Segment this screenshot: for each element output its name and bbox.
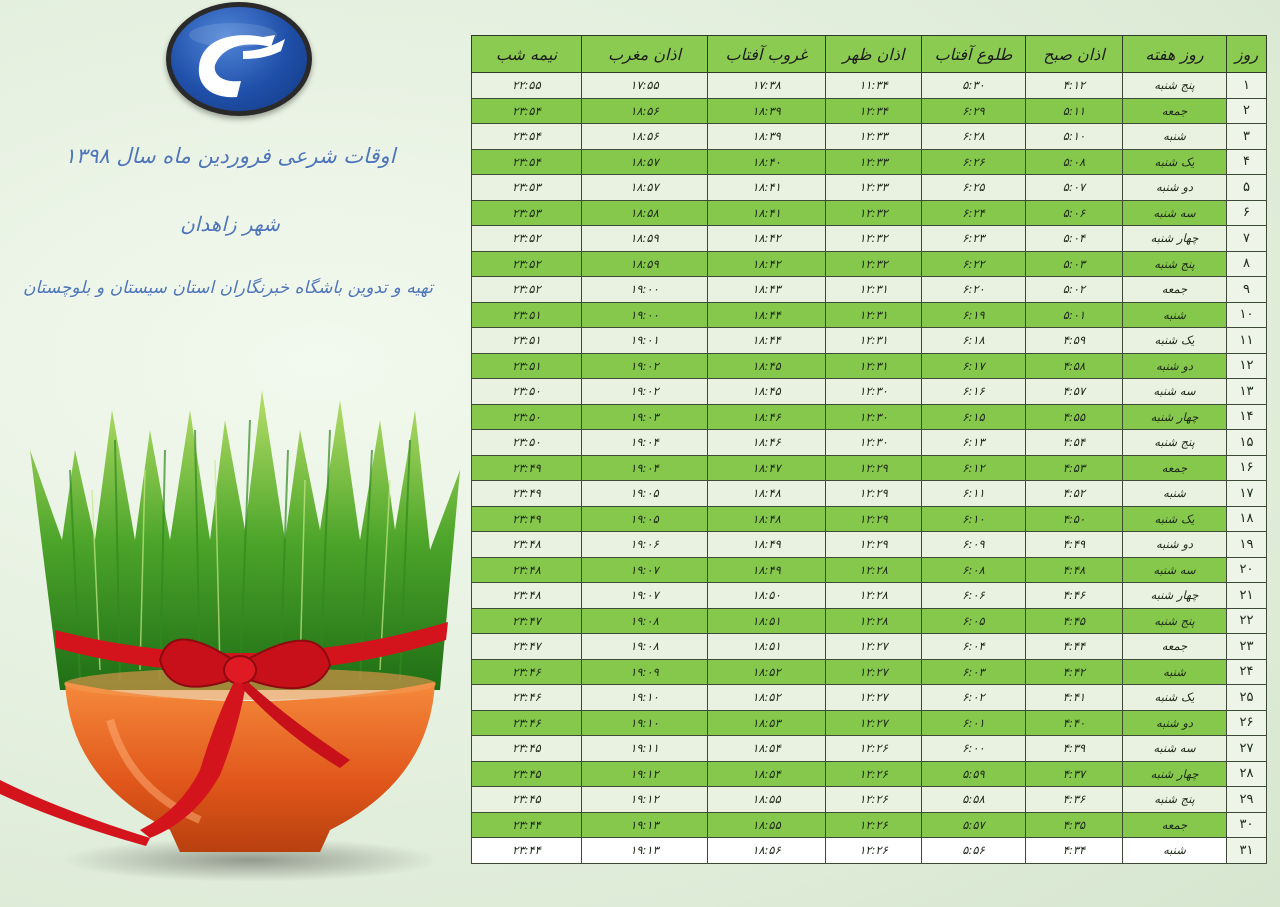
table-row: [472, 73, 1267, 99]
dhuhr-cell: ۱۲:۲۷: [826, 685, 922, 711]
day-number-cell: ۲۳: [1227, 634, 1267, 660]
credit-line: تهیه و تدوین باشگاه خبرنگاران استان سیستان و بلوچستان: [22, 278, 434, 298]
day-number-cell: ۳۰: [1227, 812, 1267, 838]
table-row: [472, 812, 1267, 838]
header-fajr: اذان صبح: [1026, 36, 1123, 73]
sunrise-cell: ۵:۵۸: [922, 787, 1026, 813]
weekday-cell: شنبه: [1123, 302, 1227, 328]
sunset-cell: ۱۸:۵۲: [708, 659, 826, 685]
table-row: [472, 379, 1267, 405]
dhuhr-cell: ۱۲:۳۰: [826, 379, 922, 405]
sunrise-cell: ۶:۰۳: [922, 659, 1026, 685]
midnight-cell: ۲۳:۵۱: [472, 353, 582, 379]
sunset-cell: ۱۸:۵۶: [708, 838, 826, 864]
table-row: [472, 149, 1267, 175]
table-row: [472, 710, 1267, 736]
dhuhr-cell: ۱۲:۳۱: [826, 353, 922, 379]
header-sunset: غروب آفتاب: [708, 36, 826, 73]
weekday-cell: چهار شنبه: [1123, 404, 1227, 430]
sunset-cell: ۱۸:۵۵: [708, 812, 826, 838]
sunset-cell: ۱۸:۴۳: [708, 277, 826, 303]
midnight-cell: ۲۳:۴۴: [472, 812, 582, 838]
midnight-cell: ۲۳:۵۲: [472, 226, 582, 252]
maghrib-cell: ۱۹:۰۱: [582, 328, 708, 354]
day-number-cell: ۳۱: [1227, 838, 1267, 864]
fajr-cell: ۵:۰۸: [1026, 149, 1123, 175]
fajr-cell: ۴:۵۸: [1026, 353, 1123, 379]
fajr-cell: ۴:۴۰: [1026, 710, 1123, 736]
weekday-cell: جمعه: [1123, 455, 1227, 481]
page-title: اوقات شرعی فروردین ماه سال ۱۳۹۸: [64, 144, 396, 168]
table-row: [472, 404, 1267, 430]
midnight-cell: ۲۳:۴۹: [472, 455, 582, 481]
midnight-cell: ۲۳:۴۸: [472, 583, 582, 609]
dhuhr-cell: ۱۲:۳۲: [826, 200, 922, 226]
maghrib-cell: ۱۷:۵۵: [582, 73, 708, 99]
midnight-cell: ۲۳:۵۴: [472, 98, 582, 124]
fajr-cell: ۴:۵۰: [1026, 506, 1123, 532]
fajr-cell: ۵:۰۷: [1026, 175, 1123, 201]
sunrise-cell: ۶:۲۸: [922, 124, 1026, 150]
midnight-cell: ۲۲:۵۵: [472, 73, 582, 99]
dhuhr-cell: ۱۱:۳۴: [826, 73, 922, 99]
sunset-cell: ۱۸:۴۲: [708, 251, 826, 277]
day-number-cell: ۱۰: [1227, 302, 1267, 328]
fajr-cell: ۴:۳۵: [1026, 812, 1123, 838]
prayer-times-table-container: [471, 35, 1267, 864]
sunset-cell: ۱۸:۴۴: [708, 302, 826, 328]
sunrise-cell: ۶:۰۱: [922, 710, 1026, 736]
maghrib-cell: ۱۹:۰۰: [582, 302, 708, 328]
weekday-cell: جمعه: [1123, 277, 1227, 303]
fajr-cell: ۴:۱۲: [1026, 73, 1123, 99]
day-number-cell: ۱: [1227, 73, 1267, 99]
fajr-cell: ۴:۵۵: [1026, 404, 1123, 430]
news-agency-logo-icon: [166, 2, 312, 116]
table-row: [472, 328, 1267, 354]
dhuhr-cell: ۱۲:۲۸: [826, 583, 922, 609]
maghrib-cell: ۱۹:۰۸: [582, 634, 708, 660]
sunrise-cell: ۶:۰۰: [922, 736, 1026, 762]
sunset-cell: ۱۸:۴۵: [708, 353, 826, 379]
day-number-cell: ۲۹: [1227, 787, 1267, 813]
table-row: [472, 251, 1267, 277]
fajr-cell: ۵:۱۰: [1026, 124, 1123, 150]
table-row: [472, 277, 1267, 303]
dhuhr-cell: ۱۲:۲۶: [826, 736, 922, 762]
maghrib-cell: ۱۹:۰۸: [582, 608, 708, 634]
fajr-cell: ۴:۳۶: [1026, 787, 1123, 813]
dhuhr-cell: ۱۲:۳۱: [826, 302, 922, 328]
weekday-cell: دو شنبه: [1123, 175, 1227, 201]
sunset-cell: ۱۸:۴۲: [708, 226, 826, 252]
fajr-cell: ۴:۵۳: [1026, 455, 1123, 481]
dhuhr-cell: ۱۲:۲۶: [826, 761, 922, 787]
table-row: [472, 787, 1267, 813]
sunrise-cell: ۶:۱۰: [922, 506, 1026, 532]
midnight-cell: ۲۳:۵۰: [472, 379, 582, 405]
weekday-cell: دو شنبه: [1123, 353, 1227, 379]
table-row: [472, 124, 1267, 150]
maghrib-cell: ۱۹:۱۳: [582, 812, 708, 838]
table-row: [472, 200, 1267, 226]
maghrib-cell: ۱۹:۰۲: [582, 353, 708, 379]
dhuhr-cell: ۱۲:۲۹: [826, 532, 922, 558]
midnight-cell: ۲۳:۴۹: [472, 481, 582, 507]
fajr-cell: ۴:۴۵: [1026, 608, 1123, 634]
day-number-cell: ۳: [1227, 124, 1267, 150]
dhuhr-cell: ۱۲:۲۶: [826, 838, 922, 864]
maghrib-cell: ۱۸:۵۶: [582, 124, 708, 150]
table-row: [472, 608, 1267, 634]
day-number-cell: ۲۱: [1227, 583, 1267, 609]
table-header-row: [472, 36, 1267, 73]
day-number-cell: ۶: [1227, 200, 1267, 226]
weekday-cell: شنبه: [1123, 124, 1227, 150]
dhuhr-cell: ۱۲:۳۱: [826, 277, 922, 303]
maghrib-cell: ۱۹:۱۱: [582, 736, 708, 762]
maghrib-cell: ۱۹:۰۲: [582, 379, 708, 405]
table-row: [472, 685, 1267, 711]
sunrise-cell: ۶:۰۸: [922, 557, 1026, 583]
weekday-cell: پنج شنبه: [1123, 608, 1227, 634]
midnight-cell: ۲۳:۴۹: [472, 506, 582, 532]
sunrise-cell: ۶:۱۸: [922, 328, 1026, 354]
midnight-cell: ۲۳:۵۳: [472, 200, 582, 226]
weekday-cell: شنبه: [1123, 481, 1227, 507]
weekday-cell: شنبه: [1123, 838, 1227, 864]
maghrib-cell: ۱۹:۱۳: [582, 838, 708, 864]
sunset-cell: ۱۸:۵۲: [708, 685, 826, 711]
midnight-cell: ۲۳:۵۳: [472, 175, 582, 201]
day-number-cell: ۱۶: [1227, 455, 1267, 481]
day-number-cell: ۲۴: [1227, 659, 1267, 685]
sunrise-cell: ۶:۱۱: [922, 481, 1026, 507]
sunset-cell: ۱۸:۵۰: [708, 583, 826, 609]
midnight-cell: ۲۳:۴۸: [472, 557, 582, 583]
table-row: [472, 481, 1267, 507]
table-row: [472, 557, 1267, 583]
fajr-cell: ۴:۳۹: [1026, 736, 1123, 762]
midnight-cell: ۲۳:۵۲: [472, 251, 582, 277]
fajr-cell: ۵:۱۱: [1026, 98, 1123, 124]
midnight-cell: ۲۳:۵۴: [472, 149, 582, 175]
sunset-cell: ۱۸:۴۸: [708, 481, 826, 507]
fajr-cell: ۴:۳۴: [1026, 838, 1123, 864]
sunset-cell: ۱۸:۴۱: [708, 175, 826, 201]
table-row: [472, 736, 1267, 762]
dhuhr-cell: ۱۲:۲۹: [826, 506, 922, 532]
sunrise-cell: ۶:۱۳: [922, 430, 1026, 456]
weekday-cell: جمعه: [1123, 812, 1227, 838]
table-row: [472, 761, 1267, 787]
day-number-cell: ۱۱: [1227, 328, 1267, 354]
sunset-cell: ۱۸:۵۵: [708, 787, 826, 813]
dhuhr-cell: ۱۲:۲۹: [826, 481, 922, 507]
fajr-cell: ۴:۴۸: [1026, 557, 1123, 583]
sunrise-cell: ۶:۱۹: [922, 302, 1026, 328]
sunrise-cell: ۵:۵۷: [922, 812, 1026, 838]
sunrise-cell: ۶:۱۵: [922, 404, 1026, 430]
weekday-cell: پنج شنبه: [1123, 251, 1227, 277]
maghrib-cell: ۱۹:۰۳: [582, 404, 708, 430]
dhuhr-cell: ۱۲:۲۷: [826, 659, 922, 685]
dhuhr-cell: ۱۲:۲۸: [826, 608, 922, 634]
header-sunrise: طلوع آفتاب: [922, 36, 1026, 73]
dhuhr-cell: ۱۲:۲۷: [826, 710, 922, 736]
sunrise-cell: ۶:۲۶: [922, 149, 1026, 175]
weekday-cell: جمعه: [1123, 98, 1227, 124]
header-day-number: روز: [1227, 36, 1267, 73]
sunset-cell: ۱۸:۴۷: [708, 455, 826, 481]
sunrise-cell: ۶:۲۹: [922, 98, 1026, 124]
table-row: [472, 455, 1267, 481]
dhuhr-cell: ۱۲:۳۲: [826, 251, 922, 277]
sunset-cell: ۱۸:۵۱: [708, 608, 826, 634]
city-title: شهر زاهدان: [180, 212, 280, 236]
day-number-cell: ۲۸: [1227, 761, 1267, 787]
sunrise-cell: ۵:۵۶: [922, 838, 1026, 864]
maghrib-cell: ۱۹:۱۰: [582, 685, 708, 711]
maghrib-cell: ۱۹:۱۲: [582, 787, 708, 813]
weekday-cell: پنج شنبه: [1123, 787, 1227, 813]
midnight-cell: ۲۳:۴۴: [472, 838, 582, 864]
table-row: [472, 506, 1267, 532]
dhuhr-cell: ۱۲:۲۷: [826, 634, 922, 660]
fajr-cell: ۴:۴۶: [1026, 583, 1123, 609]
dhuhr-cell: ۱۲:۲۶: [826, 787, 922, 813]
dhuhr-cell: ۱۲:۳۴: [826, 98, 922, 124]
maghrib-cell: ۱۸:۵۶: [582, 98, 708, 124]
sunset-cell: ۱۸:۳۹: [708, 124, 826, 150]
sunrise-cell: ۶:۰۶: [922, 583, 1026, 609]
weekday-cell: دو شنبه: [1123, 710, 1227, 736]
day-number-cell: ۲۰: [1227, 557, 1267, 583]
sunset-cell: ۱۸:۴۶: [708, 404, 826, 430]
day-number-cell: ۵: [1227, 175, 1267, 201]
maghrib-cell: ۱۸:۵۹: [582, 226, 708, 252]
table-row: [472, 532, 1267, 558]
day-number-cell: ۲۵: [1227, 685, 1267, 711]
sunset-cell: ۱۸:۴۶: [708, 430, 826, 456]
fajr-cell: ۴:۳۷: [1026, 761, 1123, 787]
weekday-cell: سه شنبه: [1123, 379, 1227, 405]
sunrise-cell: ۶:۰۲: [922, 685, 1026, 711]
sunset-cell: ۱۸:۴۵: [708, 379, 826, 405]
dhuhr-cell: ۱۲:۳۰: [826, 430, 922, 456]
weekday-cell: یک شنبه: [1123, 506, 1227, 532]
weekday-cell: چهار شنبه: [1123, 226, 1227, 252]
day-number-cell: ۲۶: [1227, 710, 1267, 736]
maghrib-cell: ۱۹:۱۲: [582, 761, 708, 787]
day-number-cell: ۲: [1227, 98, 1267, 124]
fajr-cell: ۵:۰۲: [1026, 277, 1123, 303]
sunrise-cell: ۶:۲۲: [922, 251, 1026, 277]
weekday-cell: یک شنبه: [1123, 328, 1227, 354]
sunset-cell: ۱۷:۳۸: [708, 73, 826, 99]
maghrib-cell: ۱۹:۰۷: [582, 583, 708, 609]
weekday-cell: دو شنبه: [1123, 532, 1227, 558]
midnight-cell: ۲۳:۵۰: [472, 404, 582, 430]
midnight-cell: ۲۳:۴۵: [472, 736, 582, 762]
midnight-cell: ۲۳:۵۲: [472, 277, 582, 303]
maghrib-cell: ۱۹:۰۹: [582, 659, 708, 685]
sunset-cell: ۱۸:۴۹: [708, 532, 826, 558]
maghrib-cell: ۱۸:۵۷: [582, 149, 708, 175]
dhuhr-cell: ۱۲:۳۳: [826, 149, 922, 175]
day-number-cell: ۱۷: [1227, 481, 1267, 507]
day-number-cell: ۱۸: [1227, 506, 1267, 532]
sunset-cell: ۱۸:۵۱: [708, 634, 826, 660]
sunset-cell: ۱۸:۴۱: [708, 200, 826, 226]
sunrise-cell: ۵:۳۰: [922, 73, 1026, 99]
table-row: [472, 430, 1267, 456]
midnight-cell: ۲۳:۴۸: [472, 532, 582, 558]
dhuhr-cell: ۱۲:۲۹: [826, 455, 922, 481]
maghrib-cell: ۱۸:۵۸: [582, 200, 708, 226]
header-midnight: نیمه شب: [472, 36, 582, 73]
sunset-cell: ۱۸:۴۸: [708, 506, 826, 532]
sunrise-cell: ۶:۲۴: [922, 200, 1026, 226]
fajr-cell: ۴:۵۷: [1026, 379, 1123, 405]
day-number-cell: ۱۳: [1227, 379, 1267, 405]
sunset-cell: ۱۸:۵۳: [708, 710, 826, 736]
dhuhr-cell: ۱۲:۲۶: [826, 812, 922, 838]
table-row: [472, 583, 1267, 609]
maghrib-cell: ۱۸:۵۹: [582, 251, 708, 277]
maghrib-cell: ۱۸:۵۷: [582, 175, 708, 201]
day-number-cell: ۲۷: [1227, 736, 1267, 762]
dhuhr-cell: ۱۲:۲۸: [826, 557, 922, 583]
midnight-cell: ۲۳:۵۱: [472, 328, 582, 354]
day-number-cell: ۱۴: [1227, 404, 1267, 430]
fajr-cell: ۴:۵۲: [1026, 481, 1123, 507]
fajr-cell: ۴:۵۹: [1026, 328, 1123, 354]
midnight-cell: ۲۳:۴۶: [472, 710, 582, 736]
day-number-cell: ۸: [1227, 251, 1267, 277]
sunrise-cell: ۶:۱۷: [922, 353, 1026, 379]
weekday-cell: چهار شنبه: [1123, 583, 1227, 609]
sunset-cell: ۱۸:۵۴: [708, 736, 826, 762]
fajr-cell: ۴:۵۴: [1026, 430, 1123, 456]
weekday-cell: پنج شنبه: [1123, 73, 1227, 99]
day-number-cell: ۲۲: [1227, 608, 1267, 634]
sunrise-cell: ۶:۲۰: [922, 277, 1026, 303]
maghrib-cell: ۱۹:۱۰: [582, 710, 708, 736]
weekday-cell: سه شنبه: [1123, 736, 1227, 762]
header-dhuhr: اذان ظهر: [826, 36, 922, 73]
sunset-cell: ۱۸:۴۹: [708, 557, 826, 583]
sunrise-cell: ۶:۲۵: [922, 175, 1026, 201]
maghrib-cell: ۱۹:۰۵: [582, 481, 708, 507]
day-number-cell: ۱۹: [1227, 532, 1267, 558]
dhuhr-cell: ۱۲:۳۰: [826, 404, 922, 430]
sunset-cell: ۱۸:۴۴: [708, 328, 826, 354]
maghrib-cell: ۱۹:۰۶: [582, 532, 708, 558]
sunrise-cell: ۶:۱۶: [922, 379, 1026, 405]
fajr-cell: ۴:۴۴: [1026, 634, 1123, 660]
weekday-cell: سه شنبه: [1123, 557, 1227, 583]
midnight-cell: ۲۳:۴۵: [472, 787, 582, 813]
table-row: [472, 226, 1267, 252]
dhuhr-cell: ۱۲:۳۱: [826, 328, 922, 354]
day-number-cell: ۷: [1227, 226, 1267, 252]
weekday-cell: چهار شنبه: [1123, 761, 1227, 787]
fajr-cell: ۴:۴۲: [1026, 659, 1123, 685]
header-weekday: روز هفته: [1123, 36, 1227, 73]
sunrise-cell: ۶:۰۵: [922, 608, 1026, 634]
header-maghrib: اذان مغرب: [582, 36, 708, 73]
sunrise-cell: ۵:۵۹: [922, 761, 1026, 787]
weekday-cell: شنبه: [1123, 659, 1227, 685]
midnight-cell: ۲۳:۴۵: [472, 761, 582, 787]
sunset-cell: ۱۸:۴۰: [708, 149, 826, 175]
weekday-cell: یک شنبه: [1123, 149, 1227, 175]
table-row: [472, 838, 1267, 864]
dhuhr-cell: ۱۲:۳۳: [826, 124, 922, 150]
table-body: [472, 73, 1267, 864]
fajr-cell: ۵:۰۳: [1026, 251, 1123, 277]
sunset-cell: ۱۸:۳۹: [708, 98, 826, 124]
fajr-cell: ۴:۴۱: [1026, 685, 1123, 711]
midnight-cell: ۲۳:۴۷: [472, 608, 582, 634]
day-number-cell: ۱۲: [1227, 353, 1267, 379]
table-row: [472, 659, 1267, 685]
sunrise-cell: ۶:۰۹: [922, 532, 1026, 558]
prayer-times-table: [471, 35, 1267, 864]
midnight-cell: ۲۳:۴۷: [472, 634, 582, 660]
maghrib-cell: ۱۹:۰۰: [582, 277, 708, 303]
day-number-cell: ۴: [1227, 149, 1267, 175]
maghrib-cell: ۱۹:۰۷: [582, 557, 708, 583]
weekday-cell: سه شنبه: [1123, 200, 1227, 226]
table-row: [472, 634, 1267, 660]
dhuhr-cell: ۱۲:۳۳: [826, 175, 922, 201]
midnight-cell: ۲۳:۵۴: [472, 124, 582, 150]
sunrise-cell: ۶:۲۳: [922, 226, 1026, 252]
fajr-cell: ۵:۰۶: [1026, 200, 1123, 226]
sunrise-cell: ۶:۰۴: [922, 634, 1026, 660]
table-row: [472, 302, 1267, 328]
table-row: [472, 175, 1267, 201]
midnight-cell: ۲۳:۵۱: [472, 302, 582, 328]
sunset-cell: ۱۸:۵۴: [708, 761, 826, 787]
fajr-cell: ۵:۰۱: [1026, 302, 1123, 328]
maghrib-cell: ۱۹:۰۴: [582, 430, 708, 456]
sunrise-cell: ۶:۱۲: [922, 455, 1026, 481]
table-row: [472, 353, 1267, 379]
table-row: [472, 98, 1267, 124]
midnight-cell: ۲۳:۴۶: [472, 659, 582, 685]
weekday-cell: یک شنبه: [1123, 685, 1227, 711]
midnight-cell: ۲۳:۵۰: [472, 430, 582, 456]
day-number-cell: ۱۵: [1227, 430, 1267, 456]
fajr-cell: ۵:۰۴: [1026, 226, 1123, 252]
maghrib-cell: ۱۹:۰۵: [582, 506, 708, 532]
weekday-cell: جمعه: [1123, 634, 1227, 660]
day-number-cell: ۹: [1227, 277, 1267, 303]
midnight-cell: ۲۳:۴۶: [472, 685, 582, 711]
sabzeh-bowl-icon: [0, 390, 470, 890]
weekday-cell: پنج شنبه: [1123, 430, 1227, 456]
fajr-cell: ۴:۴۹: [1026, 532, 1123, 558]
dhuhr-cell: ۱۲:۳۲: [826, 226, 922, 252]
maghrib-cell: ۱۹:۰۴: [582, 455, 708, 481]
